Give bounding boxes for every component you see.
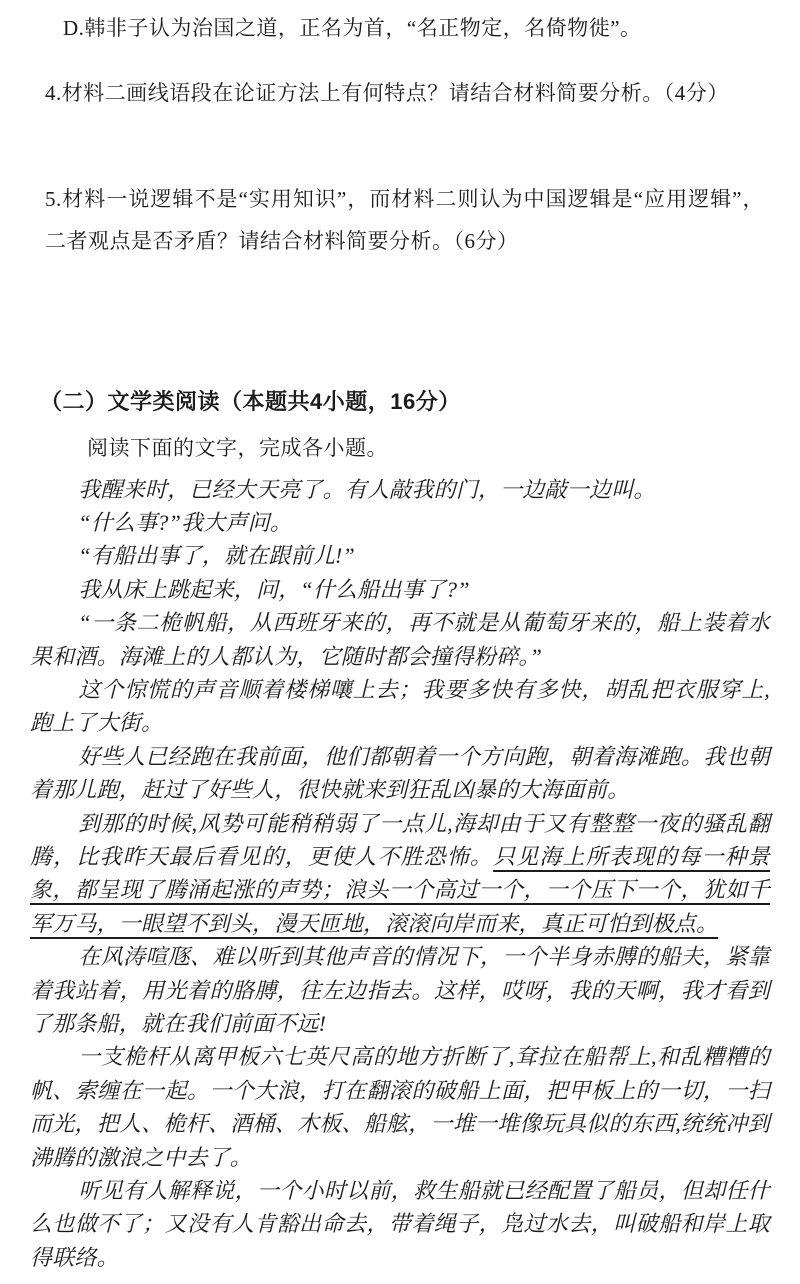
passage-paragraph-8-storm bbox=[30, 807, 770, 941]
question-block bbox=[30, 14, 770, 262]
storm-paragraph-lead: 到那的时候,风势可能稍稍弱了一点儿,海却由于又有整整一夜的骚乱翻腾，比我昨天最后看见的，更使人不胜恐怖。 bbox=[30, 810, 770, 869]
passage-paragraph-11: 听见有人解释说，一个小时以前，救生船就已经配置了船员，但却任什么也做不了；又没有人肯豁出命去，带着绳子，凫过水去，叫破船和岸上取得联络。 bbox=[30, 1178, 770, 1270]
section-heading: （二）文学类阅读（本题共4小题，16分） bbox=[40, 388, 461, 414]
reading-instruction: 阅读下面的文字，完成各小题。 bbox=[87, 435, 388, 460]
question-5: 5.材料一说逻辑不是“实用知识”，而材料二则认为中国逻辑是“应用逻辑”，二者观点是否矛盾？请结合材料简要分析。（6分） bbox=[45, 186, 764, 253]
passage-paragraph-10: 一支桅杆从离甲板六七英尺高的地方折断了,耷拉在船帮上,和乱糟糟的帆、索缠在一起。一个大浪，打在翻滚的破船上面，把甲板上的一切，一扫而光，把人、桅杆、酒桶、木板、船舷，一堆一堆像玩具似的东西,统统冲到沸腾的激浪之中去了。 bbox=[30, 1044, 770, 1170]
passage-paragraph-4: 我从床上跳起来，问，“什么船出事了?” bbox=[78, 576, 470, 602]
question-4: 4.材料二画线语段在论证方法上有何特点？请结合材料简要分析。（4分） bbox=[45, 80, 729, 105]
passage-paragraph-5: “一条二桅帆船，从西班牙来的，再不就是从葡萄牙来的，船上装着水果和酒。海滩上的人都认为，它随时都会撞得粉碎。” bbox=[30, 610, 770, 669]
passage-paragraph-9: 在风涛喧豗、难以听到其他声音的情况下，一个半身赤膊的船夫，紧靠着我站着，用光着的胳膊，往左边指去。这样，哎呀，我的天啊，我才看到了那条船，就在我们前面不远! bbox=[30, 944, 770, 1037]
passage-paragraph-3: “有船出事了，就在跟前儿!” bbox=[78, 543, 355, 569]
literary-passage bbox=[30, 473, 770, 1275]
choice-option-d: D.韩非子认为治国之道，正名为首，“名正物定，名倚物徙”。 bbox=[63, 16, 642, 40]
passage-paragraph-1: 我醒来时，已经大天亮了。有人敲我的门，一边敲一边叫。 bbox=[78, 476, 656, 502]
underlined-passage: 只见海上所表现的每一种景象，都呈现了腾涌起涨的声势；浪头一个高过一个，一个压下一个，犹如千军万马，一眼望不到头，漫天匝地，滚滚向岸而来，真正可怕到极点。 bbox=[30, 844, 770, 936]
passage-paragraph-7: 好些人已经跑在我前面，他们都朝着一个方向跑，朝着海滩跑。我也朝着那儿跑，赶过了好些人，很快就来到狂乱凶暴的大海面前。 bbox=[30, 743, 770, 803]
passage-paragraph-6: 这个惊慌的声音顺着楼梯嚷上去；我要多快有多快，胡乱把衣服穿上,跑上了大街。 bbox=[30, 676, 770, 736]
passage-paragraph-2: “什么事?”我大声问。 bbox=[78, 509, 293, 535]
